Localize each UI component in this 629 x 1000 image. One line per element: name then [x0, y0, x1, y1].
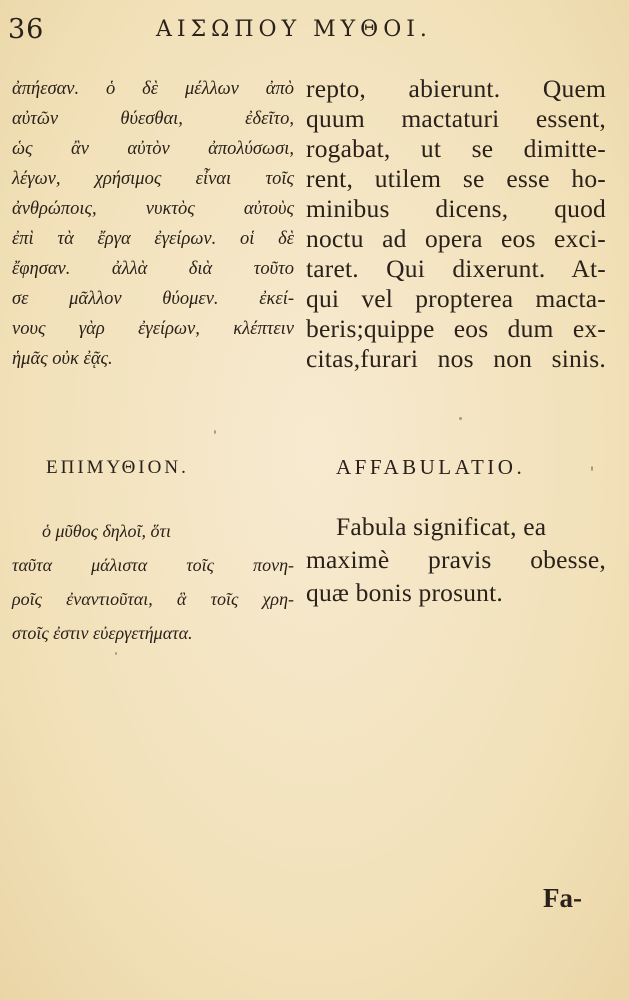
latin-moral-line: maximè pravis obesse, [306, 545, 606, 574]
latin-moral-line: Fabula significat, ea [336, 512, 547, 541]
latin-line: beris;quippe eos dum ex- [306, 314, 606, 343]
running-title: ΑΙΣΩΠΟΥ ΜΥΘΟΙ. [156, 17, 432, 42]
greek-line: λέγων, χρήσιμος εἶναι τοῖς [12, 169, 294, 189]
latin-line: quum mactaturi essent, [306, 104, 606, 133]
greek-line: ἐπὶ τὰ ἔργα ἐγείρων. οἱ δὲ [12, 229, 294, 249]
latin-fable-text [306, 74, 606, 374]
latin-line: qui vel propterea macta- [306, 284, 606, 313]
greek-moral-text [12, 514, 294, 650]
greek-line: ἔφησαν. ἀλλὰ διὰ τοῦτο [12, 259, 294, 279]
greek-moral-heading: ΕΠΙΜΥΘΙΟΝ. [46, 457, 189, 478]
greek-moral-line: ὁ μῦθος δηλοῖ, ὅτι [42, 521, 171, 541]
greek-line: ἡμᾶς οὐκ ἐᾷς. [12, 349, 113, 369]
latin-line: citas,furari nos non sinis. [306, 344, 606, 373]
latin-line: rent, utilem se esse ho- [306, 164, 606, 193]
latin-moral-text [306, 510, 606, 609]
latin-line: rogabat, ut se dimitte- [306, 134, 606, 163]
greek-line: νους γὰρ ἐγείρων, κλέπτειν [12, 319, 294, 339]
latin-line: repto, abierunt. Quem [306, 74, 606, 103]
latin-line: noctu ad opera eos exci- [306, 224, 606, 253]
greek-line: ἀνθρώποις, νυκτὸς αὐτοὺς [12, 199, 294, 219]
page-number: 36 [8, 14, 45, 45]
greek-moral-line: στοῖς ἐστιν εὐεργετήματα. [12, 623, 193, 643]
page-header [8, 14, 608, 54]
greek-moral-line: ταῦτα μάλιστα τοῖς πονη- [12, 555, 294, 575]
catchword: Fa- [543, 883, 582, 913]
greek-line: σε μᾶλλον θύομεν. ἐκεί- [12, 289, 294, 309]
ink-speck [459, 417, 462, 420]
latin-line: minibus dicens, quod [306, 194, 606, 223]
latin-moral-line: quæ bonis prosunt. [306, 578, 503, 607]
ink-speck [115, 652, 117, 655]
greek-fable-text [12, 74, 294, 374]
greek-moral-line: ροῖς ἐναντιοῦται, ἃ τοῖς χρη- [12, 589, 294, 609]
greek-line: ὡς ἂν αὐτὸν ἀπολύσωσι, [12, 139, 294, 159]
ink-speck [214, 430, 216, 434]
greek-line: αὐτῶν θύεσθαι, ἐδεῖτο, [12, 109, 294, 129]
ink-speck [591, 466, 593, 471]
latin-moral-heading: AFFABULATIO. [336, 455, 526, 479]
greek-line: ἀπήεσαν. ὁ δὲ μέλλων ἀπὸ [12, 79, 294, 99]
latin-line: taret. Qui dixerunt. At- [306, 254, 606, 283]
